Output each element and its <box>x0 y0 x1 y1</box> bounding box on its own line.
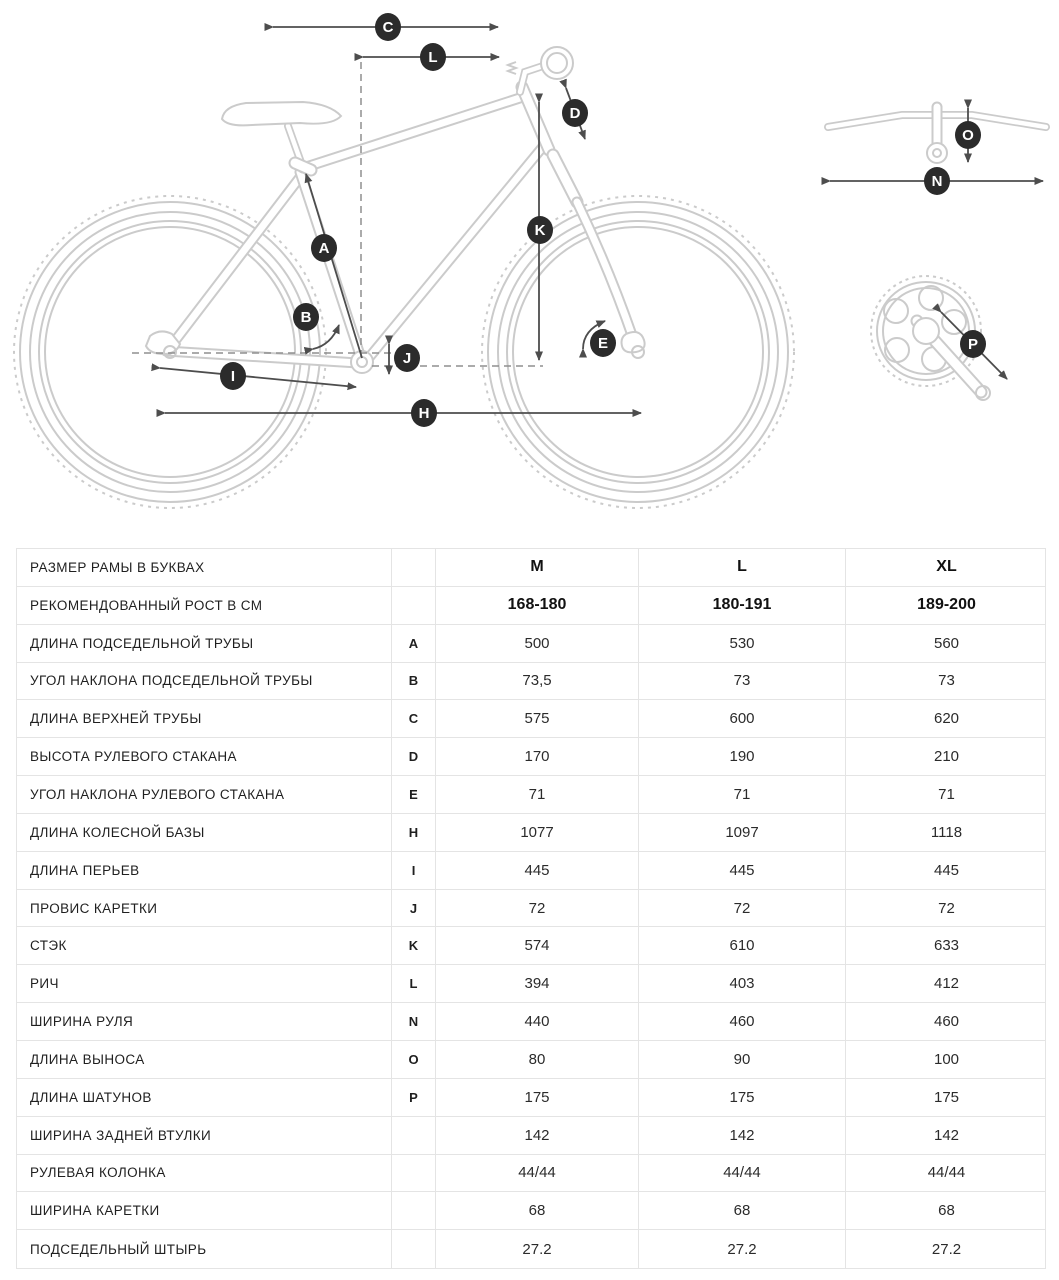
dim-a-line <box>306 174 362 358</box>
spec-letter: C <box>392 700 436 737</box>
spec-value-m: 80 <box>436 1041 639 1078</box>
spec-value-l: 180-191 <box>639 587 846 624</box>
table-row-bb-width <box>17 1192 1045 1230</box>
badge-c-letter: C <box>382 19 394 36</box>
spec-label: СТЭК <box>17 927 392 964</box>
geometry-spec-table <box>16 548 1046 1269</box>
table-row-seat-tube-angle <box>17 663 1045 701</box>
spec-letter: J <box>392 890 436 927</box>
badge-k-letter: K <box>534 222 546 239</box>
spec-value-l: 403 <box>639 965 846 1002</box>
badge-p-letter: P <box>967 336 979 353</box>
table-row-reach <box>17 965 1045 1003</box>
spec-label: РИЧ <box>17 965 392 1002</box>
table-row-seat-tube-length <box>17 625 1045 663</box>
saddle <box>222 102 341 125</box>
spec-letter: K <box>392 927 436 964</box>
spec-value-m: 394 <box>436 965 639 1002</box>
spec-label: РАЗМЕР РАМЫ В БУКВАХ <box>17 549 392 586</box>
table-row-wheelbase <box>17 814 1045 852</box>
size-header-m: M <box>436 549 639 586</box>
spec-value-xl: 633 <box>933 937 960 955</box>
spec-value-xl: 100 <box>933 1050 960 1068</box>
spec-value-xl: 189-200 <box>917 596 976 614</box>
badge-h-letter: H <box>418 405 430 422</box>
spec-value-m: 72 <box>436 890 639 927</box>
spec-letter <box>392 549 436 586</box>
spec-letter <box>392 1192 436 1229</box>
spec-value-m: 27.2 <box>436 1230 639 1268</box>
crank-spindle <box>913 318 939 344</box>
spec-value-l: 600 <box>639 700 846 737</box>
spec-value-m: 574 <box>436 927 639 964</box>
spec-label: ШИРИНА ЗАДНЕЙ ВТУЛКИ <box>17 1117 392 1154</box>
spec-value-xl: 620 <box>933 710 960 728</box>
spec-value-m: 168-180 <box>436 587 639 624</box>
spec-letter <box>392 587 436 624</box>
badge-l-letter: L <box>428 49 438 66</box>
spec-value-xl: 142 <box>933 1126 960 1144</box>
table-row-crank-length <box>17 1079 1045 1117</box>
spec-value-m: 500 <box>436 625 639 662</box>
spec-label: ШИРИНА РУЛЯ <box>17 1003 392 1040</box>
badge-i-letter: I <box>230 368 236 385</box>
spec-value-l: 610 <box>639 927 846 964</box>
spec-letter: P <box>392 1079 436 1116</box>
spec-value-l: 1097 <box>639 814 846 851</box>
spec-value-l: 175 <box>639 1079 846 1116</box>
spec-value-m: 575 <box>436 700 639 737</box>
spec-label: ВЫСОТА РУЛЕВОГО СТАКАНА <box>17 738 392 775</box>
spec-value-xl: 412 <box>933 975 960 993</box>
spec-value-xl: 44/44 <box>927 1164 966 1182</box>
spec-label: ДЛИНА ВЕРХНЕЙ ТРУБЫ <box>17 700 392 737</box>
spec-letter: H <box>392 814 436 851</box>
badge-b-letter: B <box>300 309 312 326</box>
table-row-head-tube-height <box>17 738 1045 776</box>
stem-bolt <box>927 143 947 163</box>
spec-label: ДЛИНА ПОДСЕДЕЛЬНОЙ ТРУБЫ <box>17 625 392 662</box>
spec-label: УГОЛ НАКЛОНА РУЛЕВОГО СТАКАНА <box>17 776 392 813</box>
spec-value-m: 445 <box>436 852 639 889</box>
badge-d-letter: D <box>569 105 581 122</box>
spec-label: РЕКОМЕНДОВАННЫЙ РОСТ В СМ <box>17 587 392 624</box>
table-row-frame-size <box>17 549 1045 587</box>
spec-value-xl: 27.2 <box>931 1240 962 1258</box>
spec-letter: I <box>392 852 436 889</box>
brake-lever <box>508 62 516 74</box>
table-row-stack <box>17 927 1045 965</box>
spec-label: ДЛИНА КОЛЕСНОЙ БАЗЫ <box>17 814 392 851</box>
crankset-diagram <box>871 276 1007 400</box>
table-row-seatpost-diameter <box>17 1230 1045 1268</box>
bottom-bracket <box>351 351 373 373</box>
spec-value-l: 68 <box>639 1192 846 1229</box>
spec-letter: B <box>392 663 436 700</box>
spec-label: ПРОВИС КАРЕТКИ <box>17 890 392 927</box>
spec-value-l: 71 <box>639 776 846 813</box>
spec-value-xl: 72 <box>938 899 955 917</box>
spec-value-xl: 445 <box>933 861 960 879</box>
spec-value-m: 44/44 <box>436 1155 639 1192</box>
spec-value-l: 460 <box>639 1003 846 1040</box>
spec-value-xl: 560 <box>933 634 960 652</box>
badge-a-letter: A <box>318 240 330 257</box>
spec-letter: E <box>392 776 436 813</box>
spec-value-xl: 210 <box>933 748 960 766</box>
table-row-rear-hub-width <box>17 1117 1045 1155</box>
spec-label: ДЛИНА ПЕРЬЕВ <box>17 852 392 889</box>
spec-letter: O <box>392 1041 436 1078</box>
spec-value-xl: 71 <box>938 785 955 803</box>
spec-letter: D <box>392 738 436 775</box>
spec-letter: L <box>392 965 436 1002</box>
spec-label: ПОДСЕДЕЛЬНЫЙ ШТЫРЬ <box>17 1230 392 1268</box>
spec-value-m: 1077 <box>436 814 639 851</box>
badge-o-letter: O <box>962 127 974 144</box>
table-row-stem-length <box>17 1041 1045 1079</box>
spec-value-m: 142 <box>436 1117 639 1154</box>
spec-value-m: 73,5 <box>436 663 639 700</box>
spec-value-m: 71 <box>436 776 639 813</box>
bike-geometry-diagram <box>0 0 1059 542</box>
badge-e-letter: E <box>597 335 609 352</box>
spec-letter <box>392 1155 436 1192</box>
spec-value-m: 440 <box>436 1003 639 1040</box>
spec-value-xl: 175 <box>933 1088 960 1106</box>
badge-n-letter: N <box>931 173 943 190</box>
spec-value-l: 190 <box>639 738 846 775</box>
table-row-chainstay-length <box>17 852 1045 890</box>
table-row-recommended-height <box>17 587 1045 625</box>
spec-value-l: 445 <box>639 852 846 889</box>
spec-value-xl: 68 <box>938 1202 955 1220</box>
spec-value-l: 73 <box>639 663 846 700</box>
spec-value-xl: 1118 <box>930 823 963 841</box>
dim-i-line <box>160 368 356 387</box>
spec-letter <box>392 1117 436 1154</box>
spec-label: РУЛЕВАЯ КОЛОНКА <box>17 1155 392 1192</box>
spec-value-l: 44/44 <box>639 1155 846 1192</box>
spec-value-l: 90 <box>639 1041 846 1078</box>
spec-label: УГОЛ НАКЛОНА ПОДСЕДЕЛЬНОЙ ТРУБЫ <box>17 663 392 700</box>
spec-value-m: 170 <box>436 738 639 775</box>
table-row-handlebar-width <box>17 1003 1045 1041</box>
spec-value-l: 530 <box>639 625 846 662</box>
table-row-headset <box>17 1155 1045 1193</box>
spec-label: ШИРИНА КАРЕТКИ <box>17 1192 392 1229</box>
size-header-xl: XL <box>936 558 957 576</box>
spec-value-l: 142 <box>639 1117 846 1154</box>
size-header-l: L <box>639 549 846 586</box>
spec-label: ДЛИНА ВЫНОСА <box>17 1041 392 1078</box>
handlebar-grip <box>541 47 573 79</box>
spec-value-l: 72 <box>639 890 846 927</box>
dim-b-arc <box>313 325 339 349</box>
spec-value-xl: 73 <box>938 672 955 690</box>
spec-value-xl: 460 <box>933 1013 960 1031</box>
table-row-bb-drop <box>17 890 1045 928</box>
spec-letter <box>392 1230 436 1268</box>
spec-value-m: 68 <box>436 1192 639 1229</box>
table-row-head-tube-angle <box>17 776 1045 814</box>
spec-value-m: 175 <box>436 1079 639 1116</box>
badge-j-letter: J <box>402 350 412 367</box>
table-row-top-tube-length <box>17 700 1045 738</box>
spec-label: ДЛИНА ШАТУНОВ <box>17 1079 392 1116</box>
spec-value-l: 27.2 <box>639 1230 846 1268</box>
spec-letter: N <box>392 1003 436 1040</box>
spec-letter: A <box>392 625 436 662</box>
